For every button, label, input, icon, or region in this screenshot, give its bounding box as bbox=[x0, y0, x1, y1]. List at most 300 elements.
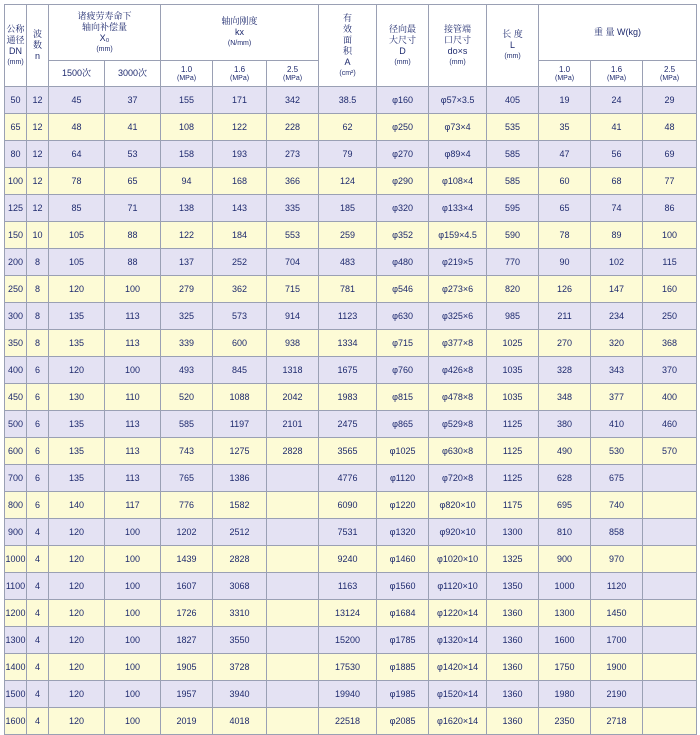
header-fatigue-line1: 诸疲劳寿命下 bbox=[77, 10, 132, 21]
cell-stiff-p2: 1582 bbox=[213, 492, 267, 519]
cell-comp-1500: 120 bbox=[49, 546, 105, 573]
cell-weight-p3 bbox=[643, 600, 697, 627]
header-pipe-unit: (mm) bbox=[449, 58, 466, 66]
cell-pipe-end: φ529×8 bbox=[429, 411, 487, 438]
header-weight-p2-value: 1.6 bbox=[610, 64, 623, 74]
cell-pipe-end: φ820×10 bbox=[429, 492, 487, 519]
cell-area: 38.5 bbox=[319, 87, 377, 114]
cell-comp-1500: 135 bbox=[49, 303, 105, 330]
header-weight-p2 bbox=[591, 61, 643, 87]
cell-waves: 12 bbox=[27, 87, 49, 114]
cell-waves: 8 bbox=[27, 276, 49, 303]
cell-stiff-p1: 94 bbox=[161, 168, 213, 195]
header-stiffness-p1 bbox=[161, 61, 213, 87]
cell-weight-p1: 1600 bbox=[539, 627, 591, 654]
cell-radial-d: φ1684 bbox=[377, 600, 429, 627]
cell-weight-p1: 490 bbox=[539, 438, 591, 465]
header-weight-p3-value: 2.5 bbox=[663, 64, 676, 74]
header-waves bbox=[27, 5, 49, 87]
table-row bbox=[5, 465, 697, 492]
cell-weight-p1: 19 bbox=[539, 87, 591, 114]
cell-stiff-p1: 585 bbox=[161, 411, 213, 438]
cell-length: 1350 bbox=[487, 573, 539, 600]
header-waves-line1: 波 bbox=[32, 29, 42, 39]
cell-pipe-end: φ159×4.5 bbox=[429, 222, 487, 249]
cell-weight-p3 bbox=[643, 519, 697, 546]
cell-weight-p1: 1980 bbox=[539, 681, 591, 708]
cell-waves: 10 bbox=[27, 222, 49, 249]
cell-stiff-p3 bbox=[267, 573, 319, 600]
cell-stiff-p3: 1318 bbox=[267, 357, 319, 384]
cell-weight-p1: 47 bbox=[539, 141, 591, 168]
cell-comp-3000: 100 bbox=[105, 681, 161, 708]
cell-dn: 1300 bbox=[5, 627, 27, 654]
cell-length: 1035 bbox=[487, 357, 539, 384]
cell-stiff-p1: 1827 bbox=[161, 627, 213, 654]
cell-comp-1500: 120 bbox=[49, 519, 105, 546]
table-row bbox=[5, 357, 697, 384]
cell-waves: 4 bbox=[27, 546, 49, 573]
cell-comp-3000: 110 bbox=[105, 384, 161, 411]
cell-stiff-p3: 335 bbox=[267, 195, 319, 222]
cell-dn: 600 bbox=[5, 438, 27, 465]
header-dn-line3: DN bbox=[9, 45, 22, 56]
cell-area: 22518 bbox=[319, 708, 377, 735]
cell-length: 595 bbox=[487, 195, 539, 222]
cell-area: 6090 bbox=[319, 492, 377, 519]
cell-waves: 6 bbox=[27, 465, 49, 492]
cell-weight-p1: 328 bbox=[539, 357, 591, 384]
cell-area: 259 bbox=[319, 222, 377, 249]
cell-radial-d: φ815 bbox=[377, 384, 429, 411]
cell-pipe-end: φ219×5 bbox=[429, 249, 487, 276]
cell-weight-p1: 695 bbox=[539, 492, 591, 519]
cell-weight-p1: 90 bbox=[539, 249, 591, 276]
cell-stiff-p2: 1088 bbox=[213, 384, 267, 411]
cell-weight-p2: 68 bbox=[591, 168, 643, 195]
cell-stiff-p2: 3310 bbox=[213, 600, 267, 627]
cell-weight-p2: 410 bbox=[591, 411, 643, 438]
cell-comp-3000: 113 bbox=[105, 411, 161, 438]
header-area-line2: 效 bbox=[343, 23, 353, 34]
cell-stiff-p1: 1957 bbox=[161, 681, 213, 708]
cell-weight-p2: 1900 bbox=[591, 654, 643, 681]
cell-area: 1163 bbox=[319, 573, 377, 600]
cell-waves: 4 bbox=[27, 519, 49, 546]
cell-stiff-p1: 1439 bbox=[161, 546, 213, 573]
table-row bbox=[5, 411, 697, 438]
table-row bbox=[5, 492, 697, 519]
cell-area: 4776 bbox=[319, 465, 377, 492]
cell-weight-p1: 211 bbox=[539, 303, 591, 330]
cell-weight-p1: 126 bbox=[539, 276, 591, 303]
cell-comp-1500: 105 bbox=[49, 249, 105, 276]
cell-stiff-p1: 493 bbox=[161, 357, 213, 384]
cell-comp-1500: 48 bbox=[49, 114, 105, 141]
cell-weight-p3 bbox=[643, 465, 697, 492]
header-waves-line3: n bbox=[34, 51, 40, 61]
header-dn bbox=[5, 5, 27, 87]
table-row bbox=[5, 681, 697, 708]
cell-stiff-p1: 743 bbox=[161, 438, 213, 465]
cell-length: 770 bbox=[487, 249, 539, 276]
cell-stiff-p3: 228 bbox=[267, 114, 319, 141]
bellows-spec-table bbox=[4, 4, 697, 735]
cell-stiff-p3: 704 bbox=[267, 249, 319, 276]
header-weight-p1-unit: (MPa) bbox=[555, 74, 575, 82]
cell-waves: 12 bbox=[27, 168, 49, 195]
cell-weight-p2: 740 bbox=[591, 492, 643, 519]
header-area-unit: (cm²) bbox=[339, 69, 356, 77]
cell-comp-3000: 100 bbox=[105, 627, 161, 654]
cell-pipe-end: φ133×4 bbox=[429, 195, 487, 222]
cell-weight-p2: 24 bbox=[591, 87, 643, 114]
cell-stiff-p3: 273 bbox=[267, 141, 319, 168]
cell-radial-d: φ2085 bbox=[377, 708, 429, 735]
cell-radial-d: φ1220 bbox=[377, 492, 429, 519]
cell-stiff-p1: 155 bbox=[161, 87, 213, 114]
cell-weight-p2: 343 bbox=[591, 357, 643, 384]
cell-dn: 1500 bbox=[5, 681, 27, 708]
table-row bbox=[5, 627, 697, 654]
cell-comp-1500: 105 bbox=[49, 222, 105, 249]
table-row bbox=[5, 249, 697, 276]
cell-stiff-p1: 279 bbox=[161, 276, 213, 303]
cell-stiff-p3: 2101 bbox=[267, 411, 319, 438]
cell-waves: 4 bbox=[27, 681, 49, 708]
cell-dn: 200 bbox=[5, 249, 27, 276]
cell-stiff-p2: 3068 bbox=[213, 573, 267, 600]
cell-comp-3000: 37 bbox=[105, 87, 161, 114]
cell-waves: 12 bbox=[27, 141, 49, 168]
header-fatigue-symbol: X₀ bbox=[99, 32, 110, 43]
cell-area: 19940 bbox=[319, 681, 377, 708]
cell-weight-p1: 900 bbox=[539, 546, 591, 573]
cell-length: 1125 bbox=[487, 411, 539, 438]
cell-weight-p3: 400 bbox=[643, 384, 697, 411]
cell-stiff-p2: 2828 bbox=[213, 546, 267, 573]
cell-stiff-p2: 362 bbox=[213, 276, 267, 303]
cell-stiff-p1: 138 bbox=[161, 195, 213, 222]
cell-weight-p3 bbox=[643, 627, 697, 654]
cell-waves: 6 bbox=[27, 384, 49, 411]
cell-length: 1360 bbox=[487, 654, 539, 681]
cell-weight-p1: 1000 bbox=[539, 573, 591, 600]
cell-stiff-p3 bbox=[267, 654, 319, 681]
cell-stiff-p3: 2828 bbox=[267, 438, 319, 465]
cell-weight-p2: 858 bbox=[591, 519, 643, 546]
cell-area: 7531 bbox=[319, 519, 377, 546]
cell-weight-p2: 320 bbox=[591, 330, 643, 357]
cell-stiff-p2: 2512 bbox=[213, 519, 267, 546]
cell-stiff-p1: 158 bbox=[161, 141, 213, 168]
cell-pipe-end: φ1520×14 bbox=[429, 681, 487, 708]
cell-weight-p3: 370 bbox=[643, 357, 697, 384]
cell-comp-1500: 135 bbox=[49, 465, 105, 492]
cell-radial-d: φ1560 bbox=[377, 573, 429, 600]
cell-radial-d: φ250 bbox=[377, 114, 429, 141]
cell-pipe-end: φ1120×10 bbox=[429, 573, 487, 600]
cell-pipe-end: φ1020×10 bbox=[429, 546, 487, 573]
cell-comp-1500: 120 bbox=[49, 708, 105, 735]
cell-weight-p1: 628 bbox=[539, 465, 591, 492]
cell-comp-3000: 100 bbox=[105, 276, 161, 303]
header-axial-stiffness bbox=[161, 5, 319, 61]
cell-weight-p3: 460 bbox=[643, 411, 697, 438]
cell-length: 535 bbox=[487, 114, 539, 141]
cell-pipe-end: φ73×4 bbox=[429, 114, 487, 141]
cell-area: 13124 bbox=[319, 600, 377, 627]
cell-stiff-p1: 339 bbox=[161, 330, 213, 357]
table-row bbox=[5, 600, 697, 627]
cell-area: 1675 bbox=[319, 357, 377, 384]
table-row bbox=[5, 141, 697, 168]
cell-dn: 1200 bbox=[5, 600, 27, 627]
cell-weight-p3 bbox=[643, 546, 697, 573]
cell-area: 3565 bbox=[319, 438, 377, 465]
cell-waves: 8 bbox=[27, 303, 49, 330]
cell-comp-1500: 120 bbox=[49, 573, 105, 600]
cell-dn: 350 bbox=[5, 330, 27, 357]
cell-stiff-p2: 122 bbox=[213, 114, 267, 141]
cell-stiff-p3 bbox=[267, 492, 319, 519]
cell-comp-1500: 120 bbox=[49, 627, 105, 654]
cell-stiff-p1: 122 bbox=[161, 222, 213, 249]
cell-waves: 12 bbox=[27, 114, 49, 141]
cell-area: 15200 bbox=[319, 627, 377, 654]
cell-radial-d: φ1320 bbox=[377, 519, 429, 546]
cell-waves: 4 bbox=[27, 600, 49, 627]
cell-area: 781 bbox=[319, 276, 377, 303]
header-radial-line1: 径向最 bbox=[389, 23, 417, 34]
cell-stiff-p2: 1386 bbox=[213, 465, 267, 492]
header-fatigue-compensation bbox=[49, 5, 161, 61]
cell-stiff-p2: 171 bbox=[213, 87, 267, 114]
cell-radial-d: φ546 bbox=[377, 276, 429, 303]
cell-dn: 100 bbox=[5, 168, 27, 195]
header-radial-unit: (mm) bbox=[394, 58, 411, 66]
cell-length: 1360 bbox=[487, 627, 539, 654]
cell-weight-p2: 1450 bbox=[591, 600, 643, 627]
cell-area: 185 bbox=[319, 195, 377, 222]
cell-pipe-end: φ1320×14 bbox=[429, 627, 487, 654]
table-row bbox=[5, 276, 697, 303]
header-radial-symbol: D bbox=[399, 45, 406, 56]
header-stiffness-symbol: kx bbox=[235, 27, 245, 37]
cell-pipe-end: φ426×8 bbox=[429, 357, 487, 384]
header-pipe-line2: 口尺寸 bbox=[444, 34, 472, 45]
cell-weight-p2: 1120 bbox=[591, 573, 643, 600]
cell-stiff-p3: 914 bbox=[267, 303, 319, 330]
cell-stiff-p1: 1905 bbox=[161, 654, 213, 681]
table-header bbox=[5, 5, 697, 87]
cell-comp-3000: 100 bbox=[105, 519, 161, 546]
cell-comp-3000: 117 bbox=[105, 492, 161, 519]
cell-weight-p2: 147 bbox=[591, 276, 643, 303]
cell-comp-1500: 130 bbox=[49, 384, 105, 411]
cell-stiff-p3: 2042 bbox=[267, 384, 319, 411]
cell-stiff-p3: 553 bbox=[267, 222, 319, 249]
cell-weight-p3: 115 bbox=[643, 249, 697, 276]
cell-weight-p3: 77 bbox=[643, 168, 697, 195]
cell-area: 79 bbox=[319, 141, 377, 168]
table-row bbox=[5, 708, 697, 735]
header-stiffness-p3-value: 2.5 bbox=[286, 64, 299, 74]
cell-weight-p3 bbox=[643, 492, 697, 519]
cell-weight-p2: 377 bbox=[591, 384, 643, 411]
cell-stiff-p2: 573 bbox=[213, 303, 267, 330]
cell-area: 1123 bbox=[319, 303, 377, 330]
table-row bbox=[5, 654, 697, 681]
cell-pipe-end: φ108×4 bbox=[429, 168, 487, 195]
cell-length: 1125 bbox=[487, 465, 539, 492]
cell-weight-p2: 56 bbox=[591, 141, 643, 168]
cell-stiff-p2: 168 bbox=[213, 168, 267, 195]
header-pipe-line1: 接管端 bbox=[444, 23, 472, 34]
cell-weight-p2: 74 bbox=[591, 195, 643, 222]
cell-stiff-p2: 3728 bbox=[213, 654, 267, 681]
cell-stiff-p2: 1197 bbox=[213, 411, 267, 438]
cell-pipe-end: φ720×8 bbox=[429, 465, 487, 492]
cell-length: 1025 bbox=[487, 330, 539, 357]
header-stiffness-p2-unit: (MPa) bbox=[229, 74, 250, 82]
cell-radial-d: φ1120 bbox=[377, 465, 429, 492]
cell-weight-p2: 41 bbox=[591, 114, 643, 141]
cell-weight-p1: 348 bbox=[539, 384, 591, 411]
cell-weight-p3 bbox=[643, 708, 697, 735]
cell-length: 1035 bbox=[487, 384, 539, 411]
cell-stiff-p2: 3940 bbox=[213, 681, 267, 708]
cell-stiff-p2: 600 bbox=[213, 330, 267, 357]
cell-radial-d: φ1025 bbox=[377, 438, 429, 465]
cell-comp-1500: 120 bbox=[49, 654, 105, 681]
header-effective-area bbox=[319, 5, 377, 87]
cell-weight-p1: 65 bbox=[539, 195, 591, 222]
cell-pipe-end: φ1220×14 bbox=[429, 600, 487, 627]
cell-length: 985 bbox=[487, 303, 539, 330]
header-stiffness-p1-unit: (MPa) bbox=[176, 74, 197, 82]
cell-stiff-p1: 765 bbox=[161, 465, 213, 492]
cell-comp-3000: 100 bbox=[105, 600, 161, 627]
cell-stiff-p3 bbox=[267, 546, 319, 573]
cell-radial-d: φ270 bbox=[377, 141, 429, 168]
cell-pipe-end: φ1620×14 bbox=[429, 708, 487, 735]
cell-area: 2475 bbox=[319, 411, 377, 438]
table-row bbox=[5, 330, 697, 357]
header-stiffness-p3 bbox=[267, 61, 319, 87]
cell-length: 1360 bbox=[487, 681, 539, 708]
cell-weight-p2: 970 bbox=[591, 546, 643, 573]
cell-weight-p3: 160 bbox=[643, 276, 697, 303]
cell-stiff-p2: 184 bbox=[213, 222, 267, 249]
cell-weight-p2: 2718 bbox=[591, 708, 643, 735]
cell-length: 585 bbox=[487, 168, 539, 195]
cell-dn: 300 bbox=[5, 303, 27, 330]
cell-comp-1500: 120 bbox=[49, 681, 105, 708]
cell-pipe-end: φ325×6 bbox=[429, 303, 487, 330]
cell-comp-3000: 65 bbox=[105, 168, 161, 195]
cell-radial-d: φ760 bbox=[377, 357, 429, 384]
cell-length: 590 bbox=[487, 222, 539, 249]
header-stiffness-unit: (N/mm) bbox=[227, 40, 252, 47]
table-row bbox=[5, 519, 697, 546]
cell-dn: 125 bbox=[5, 195, 27, 222]
cell-weight-p3: 29 bbox=[643, 87, 697, 114]
cell-dn: 700 bbox=[5, 465, 27, 492]
cell-comp-3000: 88 bbox=[105, 222, 161, 249]
cell-radial-d: φ1985 bbox=[377, 681, 429, 708]
cell-dn: 450 bbox=[5, 384, 27, 411]
cell-pipe-end: φ273×6 bbox=[429, 276, 487, 303]
cell-area: 17530 bbox=[319, 654, 377, 681]
cell-weight-p3: 570 bbox=[643, 438, 697, 465]
cell-comp-1500: 64 bbox=[49, 141, 105, 168]
cell-weight-p2: 1700 bbox=[591, 627, 643, 654]
cell-stiff-p3 bbox=[267, 681, 319, 708]
header-weight: 重 量 W(kg) bbox=[539, 5, 697, 61]
cell-comp-1500: 135 bbox=[49, 330, 105, 357]
cell-weight-p1: 78 bbox=[539, 222, 591, 249]
header-fatigue-line2: 轴向补偿量 bbox=[82, 21, 128, 32]
cell-dn: 250 bbox=[5, 276, 27, 303]
cell-dn: 65 bbox=[5, 114, 27, 141]
cell-comp-3000: 113 bbox=[105, 465, 161, 492]
cell-dn: 1100 bbox=[5, 573, 27, 600]
header-weight-p1-value: 1.0 bbox=[558, 64, 571, 74]
cell-weight-p2: 89 bbox=[591, 222, 643, 249]
cell-stiff-p1: 1202 bbox=[161, 519, 213, 546]
cell-radial-d: φ480 bbox=[377, 249, 429, 276]
cell-stiff-p2: 143 bbox=[213, 195, 267, 222]
header-cycles-3000: 3000次 bbox=[105, 61, 161, 87]
cell-stiff-p3 bbox=[267, 600, 319, 627]
cell-weight-p2: 675 bbox=[591, 465, 643, 492]
cell-pipe-end: φ920×10 bbox=[429, 519, 487, 546]
cell-dn: 400 bbox=[5, 357, 27, 384]
cell-area: 1334 bbox=[319, 330, 377, 357]
cell-dn: 50 bbox=[5, 87, 27, 114]
cell-dn: 1000 bbox=[5, 546, 27, 573]
cell-comp-1500: 120 bbox=[49, 357, 105, 384]
cell-length: 1360 bbox=[487, 600, 539, 627]
table-row bbox=[5, 303, 697, 330]
header-stiffness-line1: 轴向刚度 bbox=[221, 16, 258, 26]
header-area-line3: 面 bbox=[343, 34, 353, 45]
cell-weight-p1: 380 bbox=[539, 411, 591, 438]
cell-weight-p1: 270 bbox=[539, 330, 591, 357]
header-length-unit: (mm) bbox=[504, 53, 521, 60]
cell-comp-1500: 78 bbox=[49, 168, 105, 195]
cell-length: 1300 bbox=[487, 519, 539, 546]
cell-stiff-p3 bbox=[267, 519, 319, 546]
cell-length: 820 bbox=[487, 276, 539, 303]
cell-comp-3000: 41 bbox=[105, 114, 161, 141]
cell-stiff-p2: 3550 bbox=[213, 627, 267, 654]
cell-weight-p3: 368 bbox=[643, 330, 697, 357]
cell-weight-p1: 810 bbox=[539, 519, 591, 546]
table-row bbox=[5, 87, 697, 114]
cell-comp-1500: 120 bbox=[49, 600, 105, 627]
cell-stiff-p3 bbox=[267, 627, 319, 654]
cell-weight-p3: 86 bbox=[643, 195, 697, 222]
cell-weight-p1: 60 bbox=[539, 168, 591, 195]
cell-comp-1500: 45 bbox=[49, 87, 105, 114]
cell-stiff-p1: 776 bbox=[161, 492, 213, 519]
cell-waves: 8 bbox=[27, 330, 49, 357]
cell-waves: 4 bbox=[27, 627, 49, 654]
header-stiffness-p1-value: 1.0 bbox=[180, 64, 193, 74]
cell-pipe-end: φ377×8 bbox=[429, 330, 487, 357]
